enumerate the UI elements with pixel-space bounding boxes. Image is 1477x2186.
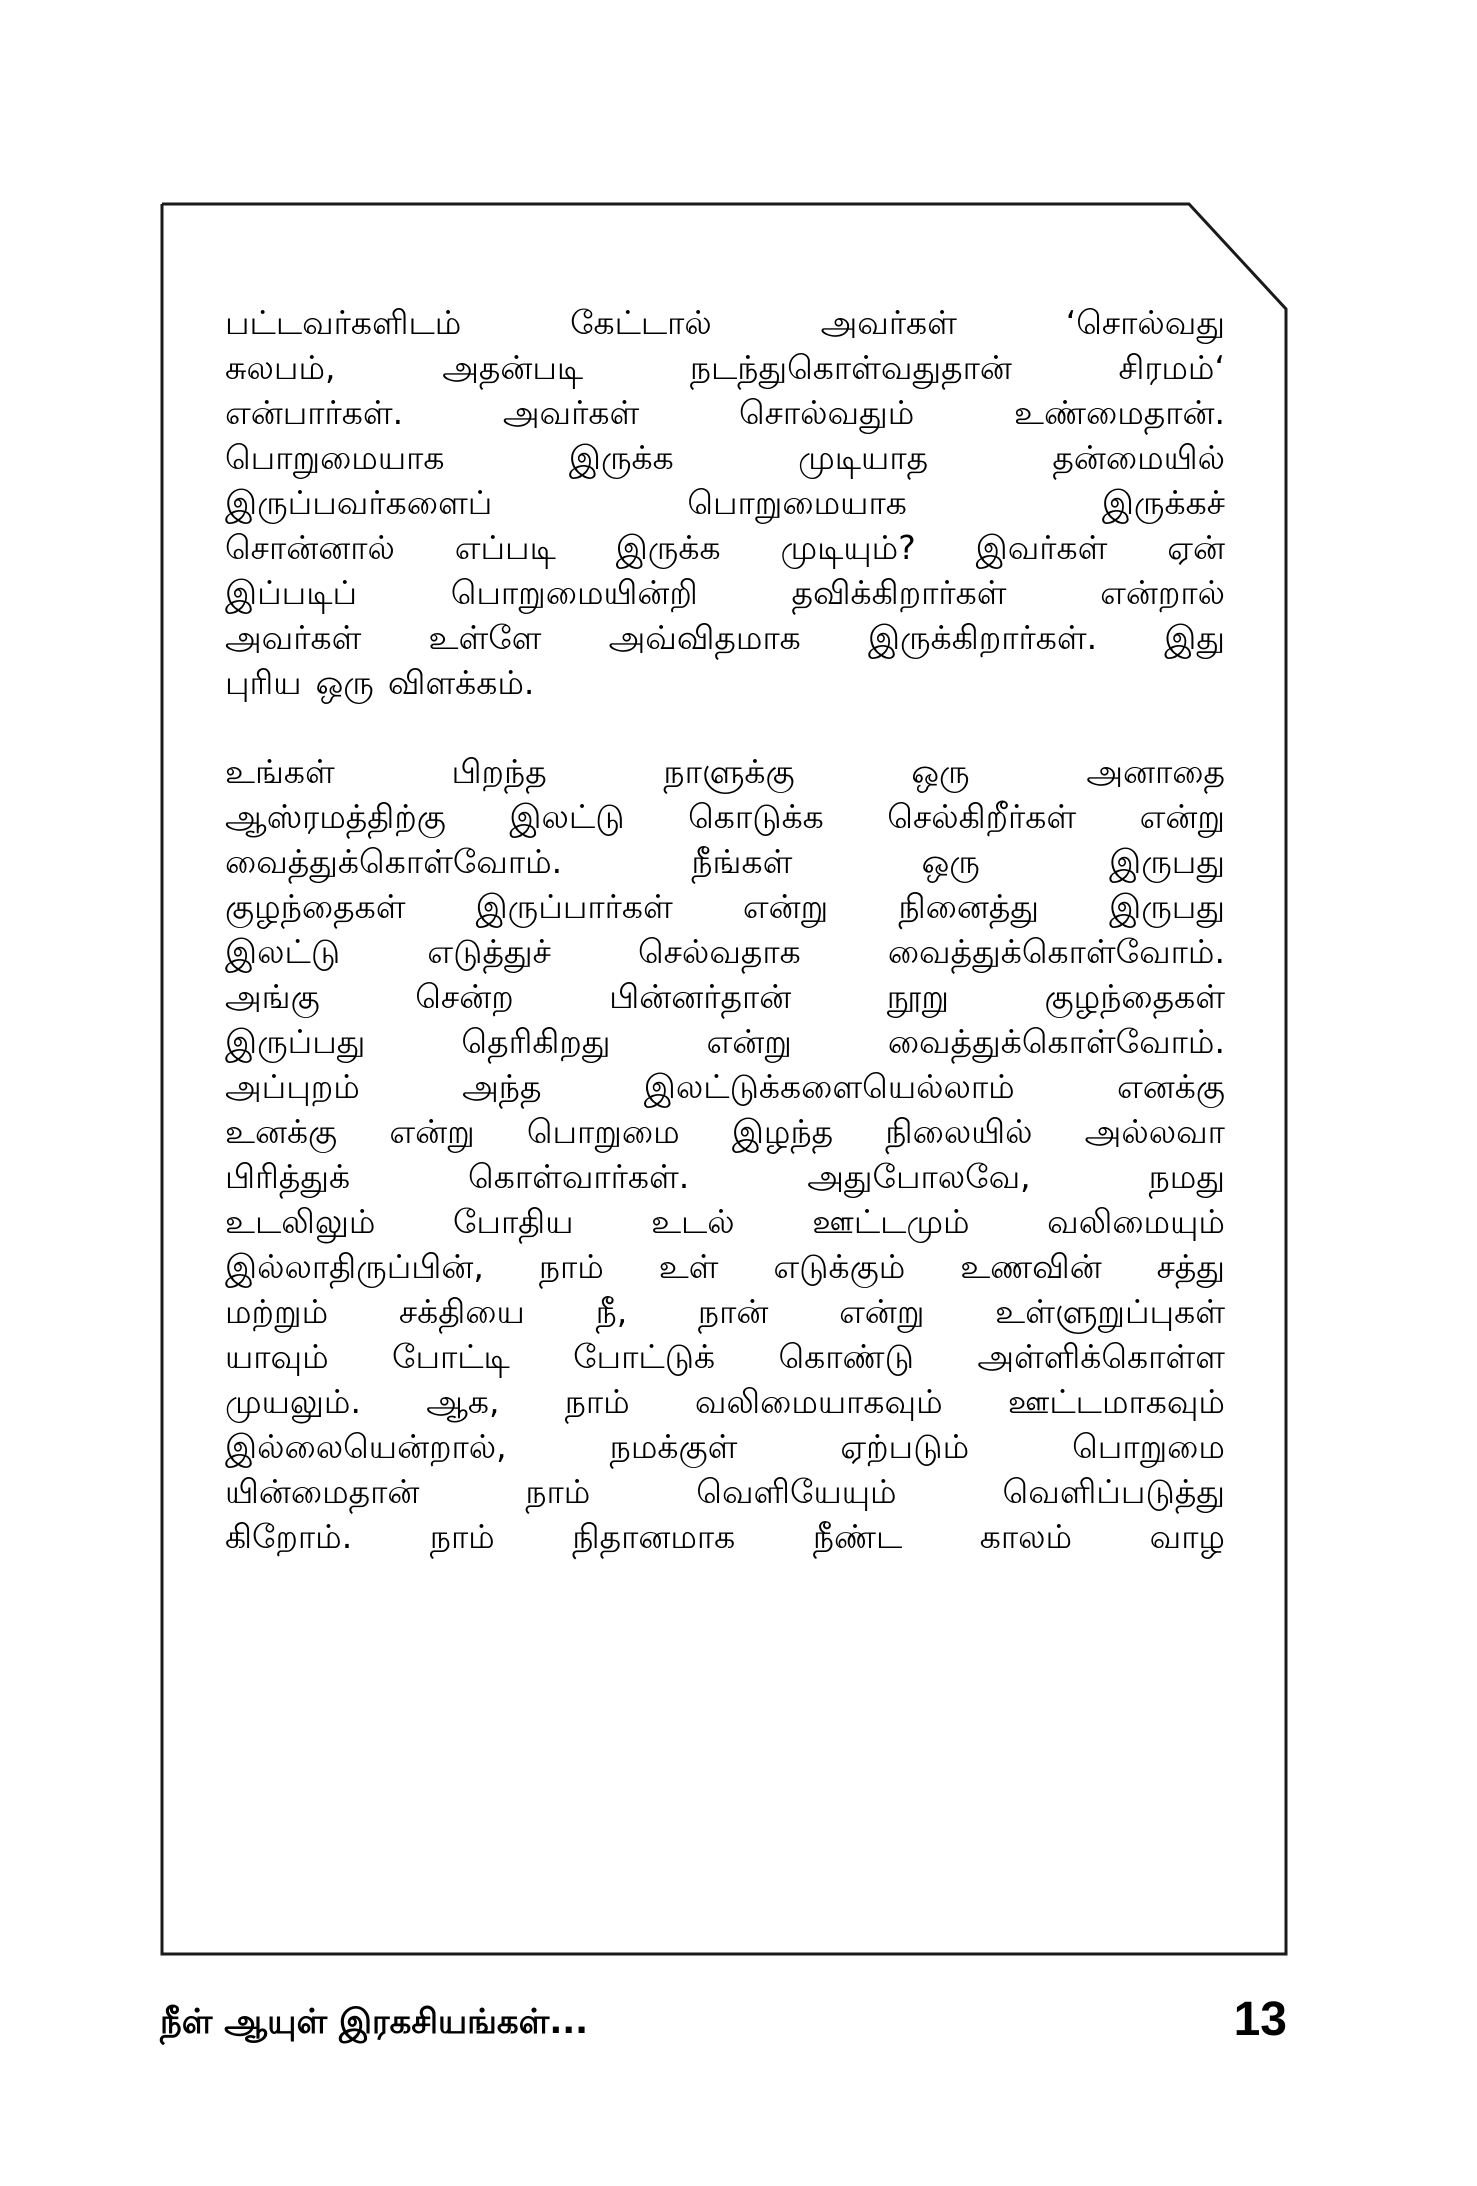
book-title-footer: நீள் ஆயுள் இரகசியங்கள்... xyxy=(160,2002,589,2042)
word: இல்லையென்றால், xyxy=(225,1427,507,1466)
word: அந்த xyxy=(462,1067,542,1106)
word: சொல்வதும் xyxy=(738,393,915,432)
text-line xyxy=(225,1019,1225,1064)
word: இருக்க xyxy=(615,528,721,567)
word: செல்கிறீர்கள் xyxy=(887,797,1077,836)
word: நிலையில் xyxy=(885,1112,1033,1151)
word: இருக்கச் xyxy=(1101,483,1225,522)
word: சிரமம்‘ xyxy=(1118,348,1225,387)
word: உணவின் xyxy=(960,1247,1102,1286)
text-line xyxy=(225,929,1225,974)
word: ஆஸ்ரமத்திற்கு xyxy=(225,797,446,836)
word: அனாதை xyxy=(1086,752,1225,791)
text-line xyxy=(225,660,1225,705)
body-text xyxy=(225,300,1225,1860)
word: என்று xyxy=(1139,797,1225,836)
paragraph xyxy=(225,749,1225,1559)
text-line xyxy=(225,1154,1225,1199)
word: அவ்விதமாக xyxy=(608,618,801,657)
word: உடலிலும் xyxy=(225,1202,376,1241)
word: அங்கு xyxy=(225,977,320,1016)
word: நமக்குள் xyxy=(609,1427,738,1466)
word: அவர்கள் xyxy=(225,618,362,657)
word: பொறுமையாக xyxy=(687,483,907,522)
text-line xyxy=(225,390,1225,435)
word: அல்லவா xyxy=(1084,1112,1225,1151)
word: அவர்கள் xyxy=(502,393,640,432)
text-line xyxy=(225,749,1225,794)
text-line xyxy=(225,884,1225,929)
word: எடுத்துச் xyxy=(427,932,551,971)
word: போட்டுக் xyxy=(573,1337,716,1376)
text-line xyxy=(225,1064,1225,1109)
word: பிரித்துக் xyxy=(225,1157,351,1196)
text-line xyxy=(225,300,1225,345)
word: என்றால் xyxy=(1100,573,1225,612)
word: என்று xyxy=(839,1292,925,1331)
word: கேட்டால் xyxy=(570,303,712,342)
word: ஊட்டமும் xyxy=(812,1202,970,1241)
word: வைத்துக்கொள்வோம். xyxy=(887,1022,1225,1061)
word: தெரிகிறது xyxy=(461,1022,611,1061)
text-line xyxy=(225,1424,1225,1469)
word: அள்ளிக்கொள்ள xyxy=(977,1337,1225,1376)
word: கொள்வார்கள். xyxy=(468,1157,690,1196)
word: இலட்டுக்களையெல்லாம் xyxy=(643,1067,1015,1106)
word: இருபது xyxy=(1109,842,1225,881)
word: சத்து xyxy=(1156,1247,1225,1286)
word: விளக்கம். xyxy=(387,663,535,702)
word: அப்புறம் xyxy=(225,1067,360,1106)
word: உள்ளே xyxy=(428,618,542,657)
word: பிறந்த xyxy=(451,752,547,791)
word: தவிக்கிறார்கள் xyxy=(791,573,1007,612)
word: குழந்தைகள் xyxy=(225,887,406,926)
word: இது xyxy=(1164,618,1225,657)
word: நீங்கள் xyxy=(691,842,793,881)
word: இருக்கிறார்கள். xyxy=(867,618,1098,657)
word: இருப்பார்கள் xyxy=(475,887,673,926)
word: இலட்டு xyxy=(225,932,341,971)
word: எடுக்கும் xyxy=(773,1247,906,1286)
word: ஒரு xyxy=(911,752,970,791)
word: நீண்ட xyxy=(812,1517,903,1556)
word: போதிய xyxy=(452,1202,574,1241)
text-line xyxy=(225,1514,1225,1559)
word: ஒரு xyxy=(315,663,374,702)
word: மற்றும் xyxy=(225,1292,329,1331)
word: யாவும் xyxy=(225,1337,329,1376)
word: கிறோம். xyxy=(225,1517,353,1556)
word: என்று xyxy=(742,887,829,926)
word: என்பார்கள். xyxy=(225,393,404,432)
word: காலம் xyxy=(979,1517,1073,1556)
word: வலிமையும் xyxy=(1047,1202,1225,1241)
word: இழந்த xyxy=(731,1112,834,1151)
word: போட்டி xyxy=(392,1337,510,1376)
word: நமது xyxy=(1148,1157,1225,1196)
word: நீ, xyxy=(595,1292,628,1331)
word: வலிமையாகவும் xyxy=(694,1382,943,1421)
word: அவர்கள் xyxy=(820,303,957,342)
word: நாம் xyxy=(429,1517,495,1556)
word: ஆக, xyxy=(426,1382,500,1421)
word: நாளுக்கு xyxy=(663,752,795,791)
word: என்று xyxy=(389,1112,475,1151)
word: நாம் xyxy=(525,1472,591,1511)
word: என்று xyxy=(706,1022,792,1061)
text-line xyxy=(225,1244,1225,1289)
text-line xyxy=(225,345,1225,390)
word: பொறுமையின்றி xyxy=(450,573,698,612)
word: இவர்கள் xyxy=(975,528,1108,567)
word: பொறுமையாக xyxy=(225,438,445,477)
word: சுலபம், xyxy=(225,348,336,387)
word: கொண்டு xyxy=(778,1337,914,1376)
word: நினைத்து xyxy=(898,887,1039,926)
text-line xyxy=(225,615,1225,660)
word: பொறுமை xyxy=(526,1112,680,1151)
text-line xyxy=(225,525,1225,570)
word: முடியும்? xyxy=(780,528,916,567)
text-line xyxy=(225,794,1225,839)
word: நான் xyxy=(697,1292,769,1331)
word: எப்படி xyxy=(454,528,556,567)
word: அதுபோலவே, xyxy=(807,1157,1031,1196)
word: ஏன் xyxy=(1167,528,1225,567)
word: செல்வதாக xyxy=(637,932,801,971)
text-line xyxy=(225,974,1225,1019)
text-line xyxy=(225,1379,1225,1424)
text-line xyxy=(225,1199,1225,1244)
word: இலட்டு xyxy=(509,797,625,836)
text-line xyxy=(225,1289,1225,1334)
word: இருபது xyxy=(1109,887,1225,926)
word: நிதானமாக xyxy=(572,1517,736,1556)
word: சக்தியை xyxy=(398,1292,525,1331)
word: யின்மைதான் xyxy=(225,1472,420,1511)
word: இருப்பவர்களைப் xyxy=(225,483,493,522)
word: எனக்கு xyxy=(1117,1067,1225,1106)
word: வைத்துக்கொள்வோம். xyxy=(225,842,563,881)
word: சென்ற xyxy=(415,977,514,1016)
text-line xyxy=(225,480,1225,525)
word: நூறு xyxy=(886,977,950,1016)
word: ஒரு xyxy=(921,842,980,881)
text-line xyxy=(225,570,1225,615)
word: பட்டவர்களிடம் xyxy=(225,303,462,342)
paragraph xyxy=(225,300,1225,705)
word: புரிய xyxy=(225,663,302,702)
word: உள்ளுறுப்புகள் xyxy=(995,1292,1225,1331)
word: தன்மையில் xyxy=(1052,438,1225,477)
text-line xyxy=(225,435,1225,480)
word: கொடுக்க xyxy=(688,797,824,836)
word: இருப்பது xyxy=(225,1022,366,1061)
word: அதன்படி xyxy=(442,348,584,387)
word: நாம் xyxy=(538,1247,604,1286)
text-line xyxy=(225,839,1225,884)
word: இப்படிப் xyxy=(225,573,358,612)
word: உள் xyxy=(658,1247,719,1286)
word: ‘சொல்வது xyxy=(1065,303,1225,342)
word: ஏற்படும் xyxy=(840,1427,970,1466)
text-line xyxy=(225,1334,1225,1379)
word: இல்லாதிருப்பின், xyxy=(225,1247,484,1286)
word: முயலும். xyxy=(225,1382,361,1421)
word: பொறுமை xyxy=(1072,1427,1225,1466)
word: நடந்துகொள்வதுதான் xyxy=(689,348,1012,387)
word: உண்மைதான். xyxy=(1014,393,1225,432)
word: உனக்கு xyxy=(225,1112,338,1151)
word: சொன்னால் xyxy=(225,528,395,567)
word: குழந்தைகள் xyxy=(1044,977,1225,1016)
text-line xyxy=(225,1109,1225,1154)
word: ஊட்டமாகவும் xyxy=(1007,1382,1225,1421)
text-line xyxy=(225,1469,1225,1514)
word: உடல் xyxy=(651,1202,735,1241)
word: நாம் xyxy=(564,1382,630,1421)
word: வைத்துக்கொள்வோம். xyxy=(887,932,1225,971)
word: வாழ xyxy=(1149,1517,1225,1556)
word: இருக்க xyxy=(568,438,674,477)
word: உங்கள் xyxy=(225,752,335,791)
word: பின்னர்தான் xyxy=(609,977,792,1016)
page-number: 13 xyxy=(1233,1993,1287,2046)
word: முடியாத xyxy=(798,438,929,477)
word: வெளிப்படுத்து xyxy=(1002,1472,1225,1511)
word: வெளியேயும் xyxy=(696,1472,897,1511)
